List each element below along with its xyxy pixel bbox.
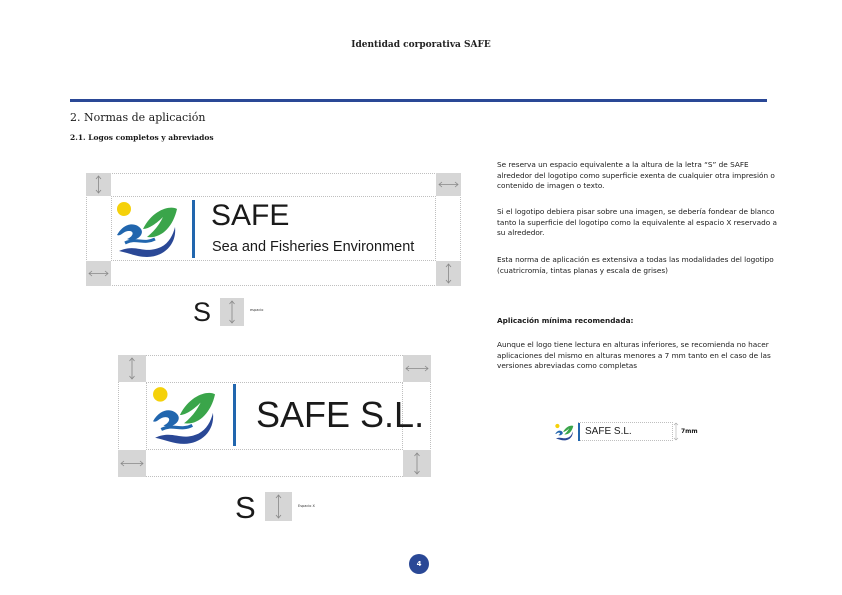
section-title: 2. Normas de aplicación (70, 111, 206, 124)
clearspace-corner-top-right (436, 173, 461, 196)
paragraph-extension: Esta norma de aplicación es extensiva a todas las modalidades del logotipo (cuatricromía, tintas planas y escala de grises) (497, 255, 774, 275)
document-header: Identidad corporativa SAFE (351, 40, 491, 50)
logo-tagline: Sea and Fisheries Environment (212, 239, 415, 255)
mini-size-label: 7mm (681, 428, 698, 435)
safe-logo-symbol-mini (554, 423, 574, 441)
clearspace-corner-bottom-left (86, 261, 111, 286)
short-corner-top-left (118, 355, 146, 382)
short-corner-bottom-right (403, 450, 431, 477)
logo-name-full: SAFE (211, 199, 290, 232)
header-rule (70, 99, 767, 102)
spacing-reference-letter: S (193, 297, 212, 327)
mini-logo-divider (578, 423, 580, 441)
safe-logo-symbol-short (148, 384, 218, 446)
short-corner-bottom-left (118, 450, 146, 477)
clearspace-corner-top-left (86, 173, 111, 196)
logo-name-short: SAFE S.L. (256, 394, 425, 435)
spacing-x-box (265, 492, 292, 521)
safe-logo-symbol-full (113, 199, 179, 259)
min-application-title: Aplicación mínima recomendada: (497, 316, 634, 325)
section-subtitle: 2.1. Logos completos y abreviados (70, 133, 214, 142)
logo-divider-bar-full (192, 200, 195, 258)
logo-divider-bar-short (233, 384, 236, 446)
paragraph-image-background: Si el logotipo debiera pisar sobre una imagen, se debería fondear de blanco tanto la superficie del logotipo como la equivalente al espacio X reservado a su alrededor. (497, 207, 777, 237)
short-corner-top-right (403, 355, 431, 382)
paragraph-min-size: Aunque el logo tiene lectura en alturas inferiores, se recomienda no hacer aplicaciones del mismo en alturas menores a 7 mm tanto en el caso de las versiones abreviadas como completas (497, 340, 771, 370)
page-number-badge: 4 (409, 554, 429, 574)
spacing-x-label: Espacio X (298, 504, 315, 508)
spacing-reference-label: espacio (250, 308, 264, 312)
spacing-x-letter: S (235, 490, 256, 525)
paragraph-clearspace: Se reserva un espacio equivalente a la altura de la letra “S” de SAFE alrededor del logotipo como superficie exenta de cualquier otra impresión o contenido de imagen o texto. (497, 160, 775, 190)
mini-size-arrow (673, 422, 679, 441)
clearspace-corner-bottom-right (436, 261, 461, 286)
mini-logo-name: SAFE S.L. (585, 426, 632, 437)
spacing-reference-box (220, 298, 244, 326)
